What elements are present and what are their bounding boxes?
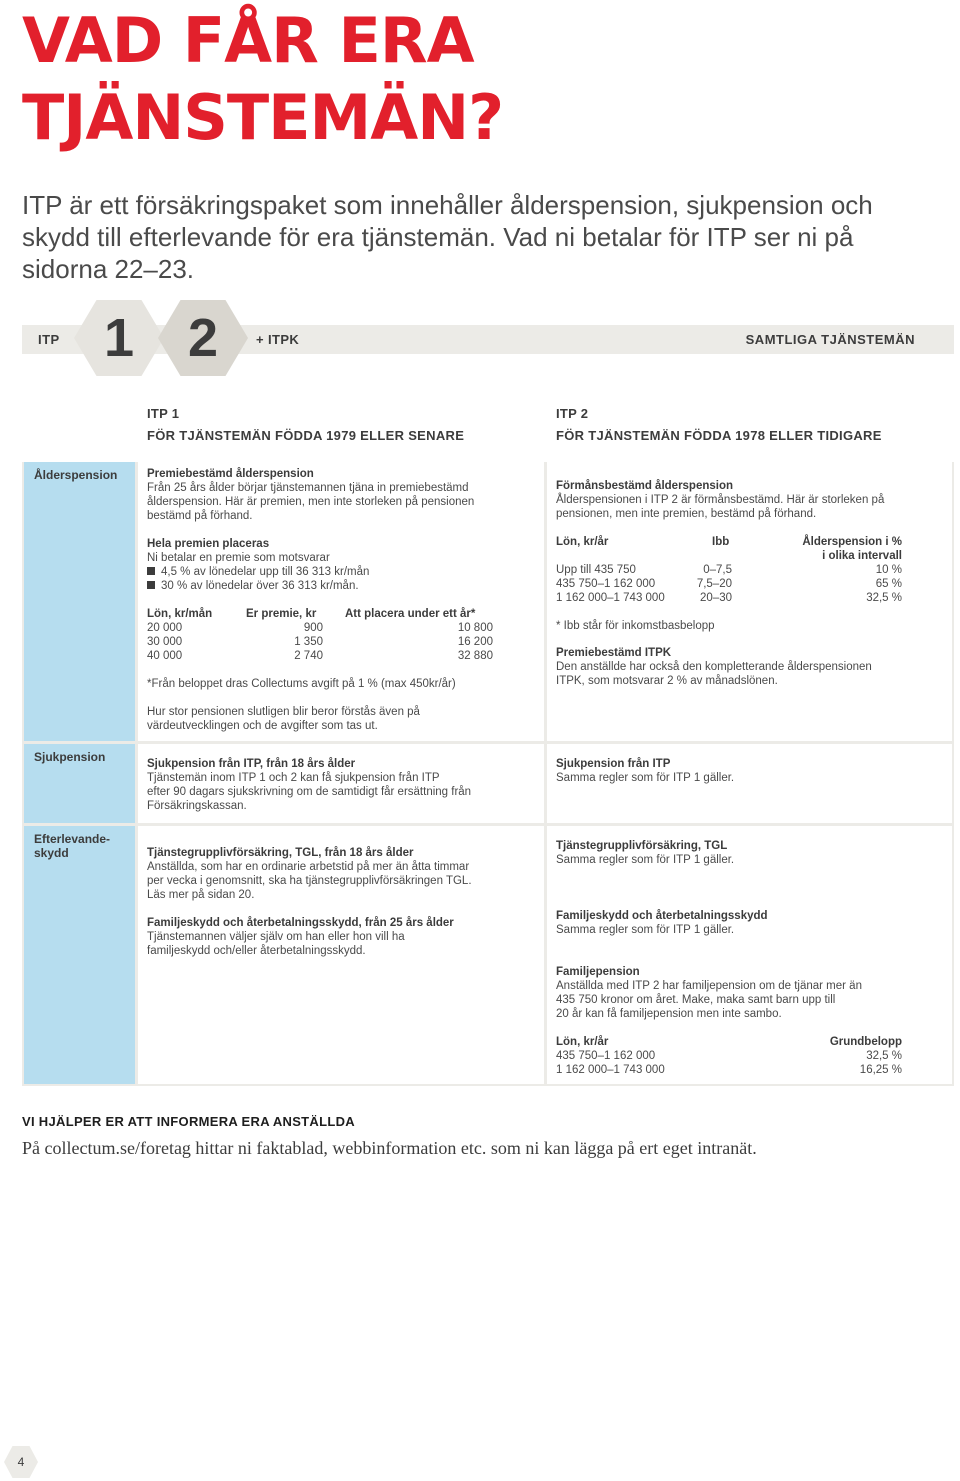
sjuk-itp2-block: Sjukpension från ITP Samma regler som för ITP 1 gäller.: [556, 758, 735, 784]
familjeskydd-itp2-block: Familjeskydd och återbetalningsskydd Samma regler som för ITP 1 gäller.: [556, 910, 768, 936]
familjeskydd-itp1-block: Familjeskydd och återbetalningsskydd, från 25 års ålder Tjänstemannen väljer själv om han eller hon vill ha familjeskydd och/eller återbetalningsskydd.: [147, 917, 454, 957]
bullet-item: 30 % av lönedelar över 36 313 kr/mån.: [147, 579, 527, 593]
itp1-column-head: ITP 1 FÖR TJÄNSTEMÄN FÖDDA 1979 ELLER SENARE: [147, 406, 465, 443]
ibb-note: * Ibb står för inkomstbasbelopp: [556, 620, 715, 632]
alder-itp2-intro: Förmånsbestämd ålderspension Ålderspensionen i ITP 2 är förmånsbestämd. Här är storleken på pensionen, men inte premien, bestämd på förhand.: [556, 480, 885, 520]
itpk-block: Premiebestämd ITPK Den anställde har också den kompletterande ålderspensionen ITPK, som motsvarar 2 % av månadslönen.: [556, 647, 872, 687]
strip-itp-label: ITP: [38, 332, 60, 347]
square-bullet-icon: [147, 567, 155, 575]
premium-footnote: *Från beloppet dras Collectums avgift på 1 % (max 450kr/år): [147, 678, 456, 690]
alder-itp1-intro: Premiebestämd ålderspension Från 25 års ålder börjar tjänstemannen tjäna in premiebestämd ålderspension. Här är premien, men inte storleken på pensionen bestämd på förhand.: [147, 468, 475, 522]
sjuk-itp1-block: Sjukpension från ITP, från 18 års ålder Tjänstemän inom ITP 1 och 2 kan få sjukpension från ITP efter 90 dagars sjukskrivning om de samtidigt får ersättning från Försäkringskassan.: [147, 758, 472, 812]
footer-heading: VI HJÄLPER ER ATT INFORMERA ERA ANSTÄLLDA: [22, 1114, 355, 1129]
tgl-itp1-block: Tjänstegrupplivförsäkring, TGL, från 18 års ålder Anställda, som har en ordinarie arbetstid på mer än åtta timmar per vecka i genomsnitt, ska ha tjänstegrupplivförsäkringen TGL. Läs mer på sidan 20.: [147, 847, 472, 901]
page-number: 4: [17, 1455, 25, 1469]
itp1-number: 1: [103, 308, 135, 368]
itp2-column-head: ITP 2 FÖR TJÄNSTEMÄN FÖDDA 1978 ELLER TIDIGARE: [556, 406, 882, 443]
strip-all-label: SAMTLIGA TJÄNSTEMÄN: [745, 332, 915, 347]
label-cell-alder: Ålderspension: [24, 462, 135, 741]
strip-itpk-label: + ITPK: [256, 332, 300, 347]
alder-itp1-premium: Hela premien placeras Ni betalar en premie som motsvarar 4,5 % av lönedelar upp till 36 313 kr/mån 30 % av lönedelar över 36 313 kr/mån.: [147, 537, 527, 593]
label-cell-sjuk: Sjukpension: [24, 744, 135, 823]
itp2-number: 2: [187, 308, 219, 368]
tgl-itp2-block: Tjänstegrupplivförsäkring, TGL Samma regler som för ITP 1 gäller.: [556, 840, 735, 866]
footer-text: På collectum.se/foretag hittar ni faktablad, webbinformation etc. som ni kan lägga på ert eget intranät.: [22, 1138, 757, 1158]
label-cell-efter: Efterlevande- skydd: [24, 826, 135, 1084]
intro-text: ITP är ett försäkringspaket som innehåller ålderspension, sjukpension och skydd till efterlevande för era tjänstemän. Vad ni betalar för ITP ser ni på sidorna 22–23.: [22, 190, 873, 284]
bullet-item: 4,5 % av lönedelar upp till 36 313 kr/mån: [147, 565, 527, 579]
familjepension-block: Familjepension Anställda med ITP 2 har familjepension om de tjänar mer än 435 750 kronor om året. Make, maka samt barn upp till 20 år kan få familjepension men inte sambo.: [556, 966, 862, 1020]
square-bullet-icon: [147, 581, 155, 589]
page-title: VAD FÅR ERA TJÄNSTEMÄN?: [22, 4, 504, 154]
alder-itp1-note: Hur stor pensionen slutligen blir beror förstås även på värdeutvecklingen och de avgifter som tas ut.: [147, 706, 420, 732]
